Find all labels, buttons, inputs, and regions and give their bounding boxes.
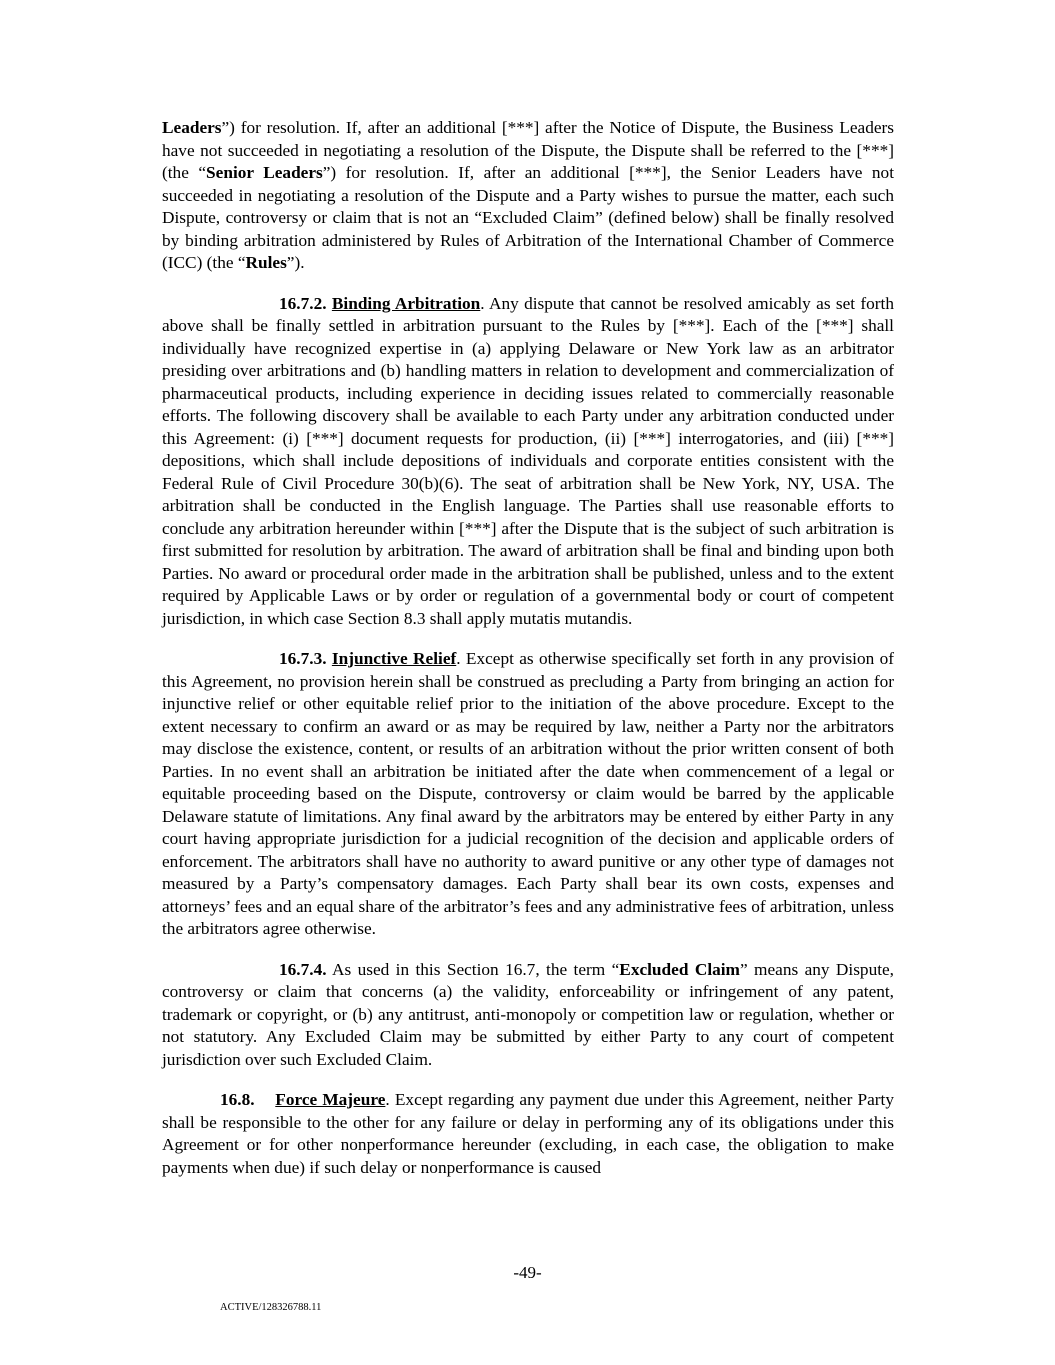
- document-page: [162, 117, 894, 1197]
- paragraph-dispute-resolution: [162, 117, 894, 275]
- term-leaders: Leaders: [162, 118, 222, 137]
- section-heading: Force Majeure: [275, 1090, 386, 1109]
- paragraph-text: ”) for resolution. If, after an additional [***], the Senior Leaders have not succeeded in negotiating a resolution of the Dispute and a Party wishes to pursue the matter, each such Dispute, controversy or claim that is not an “Excluded Claim” (defined below) shall be finally resolved by binding arbitration administered by Rules of Arbitration of the International Chamber of Commerce (ICC) (the “: [162, 163, 894, 272]
- section-heading: Injunctive Relief: [331, 649, 457, 668]
- section-body: . Any dispute that cannot be resolved amicably as set forth above shall be finally settled in arbitration pursuant to the Rules by [***]. Each of the [***] shall individually have recognized expertise in (a) applying Delaware or New York law as an arbitrator presiding over arbitrations and (b) handling matters in relation to development and commercialization of pharmaceutical products, including experience in deciding issues related to commercially reasonable efforts. The following discovery shall be available to each Party under any arbitration conducted under this Agreement: (i) [***] document requests for production, (ii) [***] interrogatories, and (iii) [***] depositions, which shall include depositions of individuals and corporate entities consistent with the Federal Rule of Civil Procedure 30(b)(6). The seat of arbitration shall be New York, NY, USA. The arbitration shall be conducted in the English language. The Parties shall use reasonable efforts to conclude any arbitration hereunder within [***] after the Dispute that is the subject of such arbitration is first submitted for resolution by arbitration. The award of arbitration shall be final and binding upon both Parties. No award or procedural order made in the arbitration shall be published, unless and to the extent required by Applicable Laws or by order or regulation of a governmental body or court of competent jurisdiction, in which case Section 8.3 shall apply mutatis mutandis.: [162, 293, 895, 628]
- section-number: 16.7.3.: [279, 649, 327, 668]
- paragraph-text: ”).: [286, 253, 305, 272]
- section-body: . Except regarding any payment due under this Agreement, neither Party shall be responsible to the other for any failure or delay in performing any of its obligations under this Agreement or for other nonperformance hereunder (excluding, in each case, the obligation to make payments when due) if such delay or nonperformance is caused: [162, 1090, 894, 1177]
- term-rules: Rules: [245, 253, 287, 272]
- section-16-7-2: [162, 293, 894, 631]
- page-number: -49-: [513, 1263, 542, 1282]
- section-heading: Binding Arbitration: [331, 293, 481, 313]
- section-number: 16.8.: [220, 1090, 255, 1109]
- section-16-7-3: [162, 648, 894, 941]
- section-16-7-4: [162, 959, 894, 1072]
- section-body: . Except as otherwise specifically set forth in any provision of this Agreement, no provision herein shall be construed as precluding a Party from bringing an action for injunctive relief or other equitable relief prior to the initiation of the above procedure. Except to the extent necessary to confirm an award or as may be required by law, neither a Party nor the arbitrators may disclose the existence, content, or results of an arbitration without the prior written consent of both Parties. In no event shall an arbitration be initiated after the date when commencement of a legal or equitable proceeding based on the Dispute, controversy or claim would be barred by the applicable Delaware statute of limitations. Any final award by the arbitrators may be entered by either Party in any court having appropriate jurisdiction for a judicial recognition of the decision and applicable orders of enforcement. The arbitrators shall have no authority to award punitive or any other type of damages not measured by a Party’s compensatory damages. Each Party shall bear its own costs, expenses and attorneys’ fees and an equal share of the arbitrator’s fees and any administrative fees of arbitration, unless the arbitrators agree otherwise.: [162, 649, 894, 938]
- paragraph-text: ”) for resolution. If, after an additional [***] after the Notice of Dispute, the Business Leaders have not succeeded in negotiating a resolution of the Dispute, the Dispute shall be referred to the [***] (the “: [162, 118, 894, 182]
- section-16-8: [162, 1089, 894, 1179]
- section-body: ” means any Dispute, controversy or claim that concerns (a) the validity, enforceability or infringement of any patent, trademark or copyright, or (b) any antitrust, anti-monopoly or competition law or regulation, whether or not statutory. Any Excluded Claim may be submitted by either Party to any court of competent jurisdiction over such Excluded Claim.: [162, 959, 895, 1069]
- section-number: 16.7.2.: [279, 293, 327, 313]
- section-body: As used in this Section 16.7, the term “: [326, 959, 620, 979]
- term-senior-leaders: Senior Leaders: [206, 163, 323, 182]
- term-excluded-claim: Excluded Claim: [619, 959, 740, 979]
- section-number: 16.7.4.: [279, 959, 327, 979]
- document-id: ACTIVE/128326788.11: [220, 1302, 322, 1313]
